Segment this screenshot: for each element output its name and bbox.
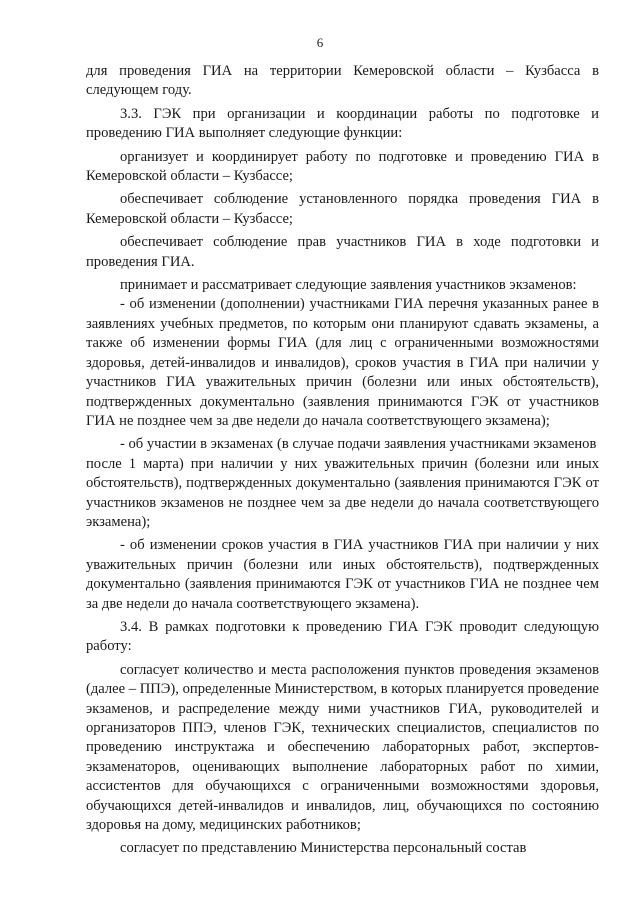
paragraph-continuation: для проведения ГИА на территории Кемеровской области – Кузбасса в следующем году. <box>86 63 599 99</box>
paragraph-function-organize: организует и координирует работу по подготовке и проведению ГИА в Кемеровской области – Кузбассе; <box>86 148 599 185</box>
page-number: 6 <box>316 35 324 50</box>
paragraph-section-3-3: 3.3. ГЭК при организации и координации работы по подготовке и проведению ГИА выполняет следующие функции: <box>86 105 599 142</box>
paragraph-application-change-dates: - об изменении сроков участия в ГИА участников ГИА при наличии у них уважительных причин (болезни или иных обстоятельств), подтвержденных документально (заявления принимаются ГЭК от участников ГИА не позднее чем за две недели до начала соответствующего экзамена). <box>86 537 599 612</box>
paragraph-work-agree-ppe: согласует количество и места расположения пунктов проведения экзаменов (далее – ППЭ), определенные Министерством, в которых планируется проведение экзаменов, и распределение между ними участников ГИА, руководителей и организаторов ППЭ, членов ГЭК, технических специалистов, специалистов по проведению инструктажа и обеспечению лабораторных работ, экспертов-экзаменаторов, оценивающих выполнение лабораторных работ по химии, ассистентов для обучающихся с ограниченными возможностями здоровья, обучающихся детей-инвалидов и инвалидов, лиц, обучающихся по состоянию здоровья на дому, медицинских работников; <box>86 661 600 834</box>
document-body <box>86 62 599 859</box>
paragraph-function-order: обеспечивает соблюдение установленного порядка проведения ГИА в Кемеровской области – Кузбассе; <box>86 191 599 227</box>
paragraph-application-change-subjects: - об изменении (дополнении) участниками ГИА перечня указанных ранее в заявлениях учебных предметов, по которым они планируют сдавать экзамены, а также об изменении формы ГИА (для лиц с ограниченными возможностями здоровья, детей-инвалидов и инвалидов), сроков участия в ГИА при наличии у участников ГИА уважительных причин (болезни или иных обстоятельств), подтвержденных документально (заявления принимаются ГЭК от участников ГИА не позднее чем за две недели до начала соответствующего экзамена); <box>86 296 599 429</box>
paragraph-function-rights: обеспечивает соблюдение прав участников ГИА в ходе подготовки и проведения ГИА. <box>86 234 599 270</box>
paragraph-application-participation-cont: после 1 марта) при наличии у них уважительных причин (болезни или иных обстоятельств), подтвержденных документально (заявления принимаются ГЭК от участников экзаменов не позднее чем за две недели до начала соответствующего экзамена); <box>86 455 599 530</box>
paragraph-section-3-4: 3.4. В рамках подготовки к проведению ГИА ГЭК проводит следующую работу: <box>86 618 599 655</box>
paragraph-function-applications: принимает и рассматривает следующие заявления участников экзаменов: <box>120 277 577 294</box>
paragraph-application-participation: - об участии в экзаменах (в случае подачи заявления участниками экзаменов <box>120 436 597 453</box>
paragraph-work-agree-staff: согласует по представлению Министерства персональный состав <box>120 840 527 857</box>
